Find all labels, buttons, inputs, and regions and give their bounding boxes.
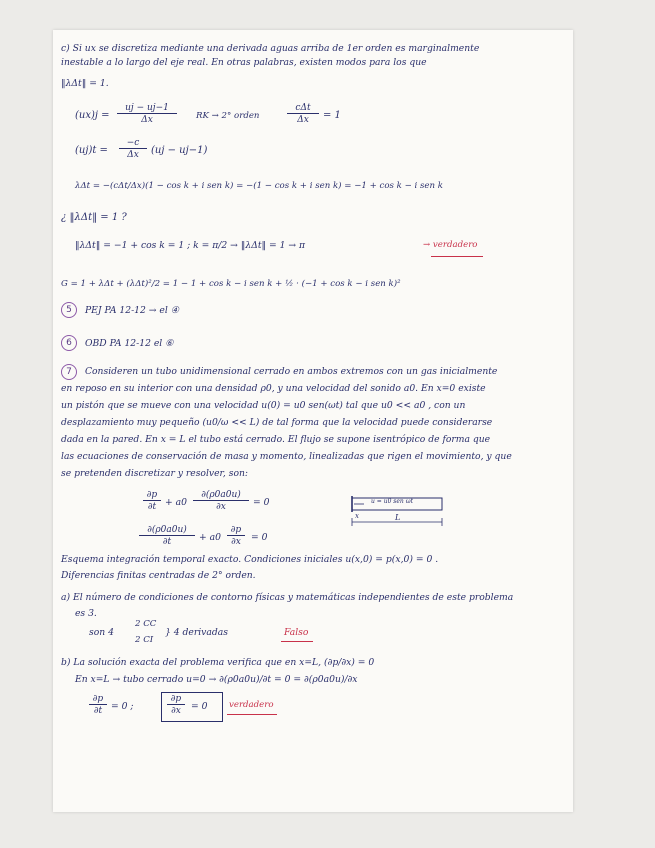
eq-mass-dpdt-num: ∂p xyxy=(143,490,161,501)
a-line-3a: son 4 xyxy=(89,627,114,638)
eq-mass-dpdt xyxy=(143,490,161,512)
diagram-x-label: x xyxy=(355,512,359,520)
item-5-text: PEJ PA 12-12 → el ④ xyxy=(85,305,179,316)
c-eq3: λΔt = −(cΔt/Δx)(1 − cos k + i sen k) = −(1 − cos k + i sen k) = −1 + cos k − i sen k xyxy=(75,181,443,191)
eq-mom-dpdx-num: ∂p xyxy=(227,525,245,536)
diagram-L-label: L xyxy=(395,513,401,522)
b-dpdx-den: ∂x xyxy=(171,706,181,716)
c-eq1-cfl-den: Δx xyxy=(297,115,309,125)
b-dpdx-num: ∂p xyxy=(167,694,185,705)
c-eq4-verdict: → verdadero xyxy=(423,240,478,250)
b-dpdx xyxy=(167,694,185,716)
p7-line-4: desplazamiento muy pequeño (u0/ω << L) de tal forma que la velocidad puede considerarse xyxy=(61,417,493,428)
b-dpdt-den: ∂t xyxy=(93,706,103,716)
notebook-page xyxy=(53,30,573,812)
c-eq1-cfl-num: cΔt xyxy=(287,103,319,114)
eq-mass-flux xyxy=(193,490,249,512)
a-verdict: Falso xyxy=(284,627,309,638)
eq-mom-dpdx-den: ∂x xyxy=(231,537,241,547)
b-verdict: verdadero xyxy=(229,700,274,710)
c-line-2: inestable a lo largo del eje real. En otras palabras, existen modos para los que xyxy=(61,57,427,68)
c-eq2-frac-num: −c xyxy=(119,138,147,149)
p7-line-7: se pretenden discretizar y resolver, son: xyxy=(61,468,248,479)
c-eq2-frac-den: Δx xyxy=(127,150,139,160)
p7-line-5: dada en la pared. En x = L el tubo está cerrado. El flujo se supone isentrópico de forma que xyxy=(61,434,491,445)
eq-mom-dpdx xyxy=(227,525,245,547)
c-eq1-cfl-rhs: = 1 xyxy=(323,110,341,121)
c-eq1-frac xyxy=(117,103,177,125)
c-verdict-underline xyxy=(431,256,483,257)
b-dpdx-rhs: = 0 xyxy=(191,701,208,712)
a-line-2: es 3. xyxy=(75,608,97,619)
b-line-1: b) La solución exacta del problema verifica que en x=L, (∂p/∂x) = 0 xyxy=(61,657,375,668)
a-line-3b: 2 CC xyxy=(135,619,157,629)
diagram-velocity-label: u = u0 sen ωt xyxy=(371,498,413,505)
p7-line-6: las ecuaciones de conservación de masa y momento, linealizadas que rigen el movimiento, y que xyxy=(61,451,512,462)
c-question: ¿ ‖λΔt‖ = 1 ? xyxy=(61,212,127,223)
b-line-2: En x=L → tubo cerrado u=0 → ∂(ρ0a0u)/∂t = 0 = ∂(ρ0a0u)/∂x xyxy=(75,674,358,685)
c-eq2-lhs: (uj)t = xyxy=(75,145,108,156)
p7-line-3: un pistón que se mueve con una velocidad u(0) = u0 sen(ωt) tal que u0 << a0 , con un xyxy=(61,400,466,411)
item-7-circle: 7 xyxy=(61,364,77,380)
c-eq2-frac xyxy=(119,138,147,160)
b-verdict-underline xyxy=(227,714,277,715)
a-line-1: a) El número de condiciones de contorno físicas y matemáticas independientes de este problema xyxy=(61,592,514,603)
eq-mass-flux-den: ∂x xyxy=(216,502,226,512)
item-6-text: OBD PA 12-12 el ⑥ xyxy=(85,338,174,349)
eq-mom-flux-num: ∂(ρ0a0u) xyxy=(139,525,195,536)
a-line-3d: } 4 derivadas xyxy=(165,627,228,638)
eq-mom-flux xyxy=(139,525,195,547)
a-verdict-underline xyxy=(281,641,313,642)
eq-mom-mid: + a0 xyxy=(199,532,221,543)
c-eq1-frac-num: uj − uj−1 xyxy=(117,103,177,114)
b-dpdt xyxy=(89,694,107,716)
item-6-circle: 6 xyxy=(61,335,77,351)
c-eq1-mid: RK → 2° orden xyxy=(196,111,260,121)
b-dpdt-num: ∂p xyxy=(89,694,107,705)
eq-mass-flux-num: ∂(ρ0a0u) xyxy=(193,490,249,501)
p7-line-1: Consideren un tubo unidimensional cerrado en ambos extremos con un gas inicialmente xyxy=(85,366,498,377)
a-line-3c: 2 CI xyxy=(135,635,154,645)
c-eq1-lhs: (ux)j = xyxy=(75,110,110,121)
c-line-3: ‖λΔt‖ = 1. xyxy=(61,78,109,89)
eq-mom-rhs: = 0 xyxy=(251,532,268,543)
c-eq4: ‖λΔt‖ = −1 + cos k = 1 ; k = π/2 → ‖λΔt‖ = 1 → π xyxy=(75,240,306,251)
c-eq2-rhs: (uj − uj−1) xyxy=(151,145,208,156)
c-line-1: c) Si ux se discretiza mediante una derivada aguas arriba de 1er orden es marginalmente xyxy=(61,43,480,54)
c-eq1-cfl xyxy=(287,103,319,125)
item-5-circle: 5 xyxy=(61,302,77,318)
p7-line-9: Diferencias finitas centradas de 2° orden. xyxy=(61,570,256,581)
c-eq1-frac-den: Δx xyxy=(141,115,153,125)
p7-line-8: Esquema integración temporal exacto. Condiciones iniciales u(x,0) = p(x,0) = 0 . xyxy=(61,554,439,565)
b-dpdt-rhs: = 0 ; xyxy=(111,701,134,712)
eq-mass-mid: + a0 xyxy=(165,497,187,508)
eq-mass-dpdt-den: ∂t xyxy=(147,502,157,512)
eq-mass-rhs: = 0 xyxy=(253,497,270,508)
eq-mom-flux-den: ∂t xyxy=(162,537,172,547)
c-eq5: G = 1 + λΔt + (λΔt)²/2 = 1 − 1 + cos k − i sen k + ½ · (−1 + cos k − i sen k)² xyxy=(61,279,401,289)
p7-line-2: en reposo en su interior con una densidad ρ0, y una velocidad del sonido a0. En x=0 existe xyxy=(61,383,486,394)
